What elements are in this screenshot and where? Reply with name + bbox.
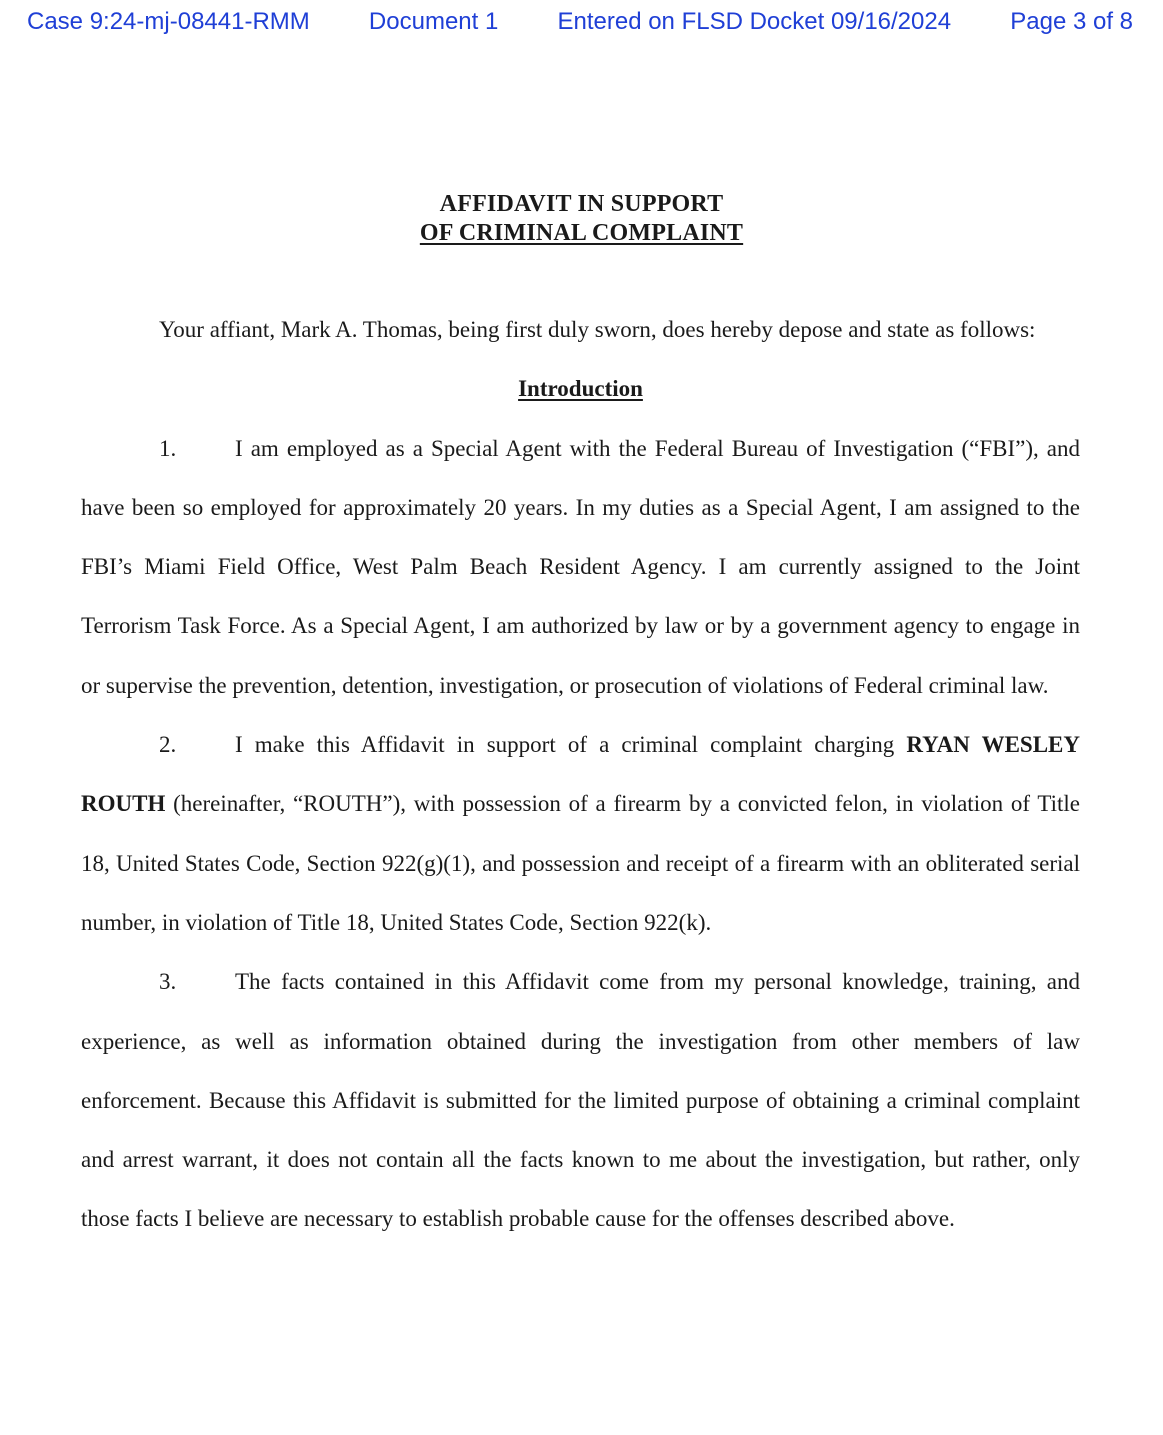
document-number: Document 1 (368, 8, 499, 35)
title-line-1: AFFIDAVIT IN SUPPORT (439, 191, 724, 217)
paragraph-text: The facts contained in this Affidavit come from my personal knowledge, training, and experience, as well as information obtained during the investigation from other members of law enforcement. Because this Affidavit is submitted for the limited purpose of obtaining a criminal complaint and arrest warrant, it does not contain all the facts known to me about the investigation, but rather, only those facts I believe are necessary to establish probable cause for the offenses described above. (81, 969, 1080, 1232)
document-title (0, 190, 1163, 248)
paragraph-text-end: (hereinafter, “ROUTH”), with possession of a firearm by a convicted felon, in violation of Title 18, United States Code, Section 922(g)(1), and possession and receipt of a firearm with an obliterated serial number, in violation of Title 18, United States Code, Section 922(k). (81, 791, 1080, 935)
paragraph-number: 3. (159, 969, 177, 995)
title-line-2: OF CRIMINAL COMPLAINT (419, 220, 744, 246)
paragraph-number: 1. (159, 435, 177, 461)
paragraph-1 (81, 419, 1080, 715)
paragraph-number: 2. (159, 732, 177, 758)
docket-entry-date: Entered on FLSD Docket 09/16/2024 (557, 8, 952, 35)
page-number: Page 3 of 8 (1010, 8, 1133, 35)
opening-paragraph: Your affiant, Mark A. Thomas, being first duly sworn, does hereby depose and state as follows: (159, 317, 1036, 342)
paragraph-text: I am employed as a Special Agent with the Federal Bureau of Investigation (“FBI”), and have been so employed for approximately 20 years. In my duties as a Special Agent, I am assigned to the FBI’s Miami Field Office, West Palm Beach Resident Agency. I am currently assigned to the Joint Terrorism Task Force. As a Special Agent, I am authorized by law or by a government agency to engage in or supervise the prevention, detention, investigation, or prosecution of violations of Federal criminal law. (81, 435, 1080, 698)
section-heading-text: Introduction (518, 376, 643, 402)
paragraph-text-start: I make this Affidavit in support of a criminal complaint charging (235, 732, 907, 758)
section-heading (81, 359, 1080, 418)
paragraph-3 (81, 952, 1080, 1248)
docket-header (27, 8, 1133, 40)
document-body (81, 300, 1080, 1249)
case-number: Case 9:24-mj-08441-RMM (27, 8, 310, 35)
paragraph-2 (81, 715, 1080, 952)
defendant-name: RYAN WESLEY ROUTH (81, 732, 1081, 817)
